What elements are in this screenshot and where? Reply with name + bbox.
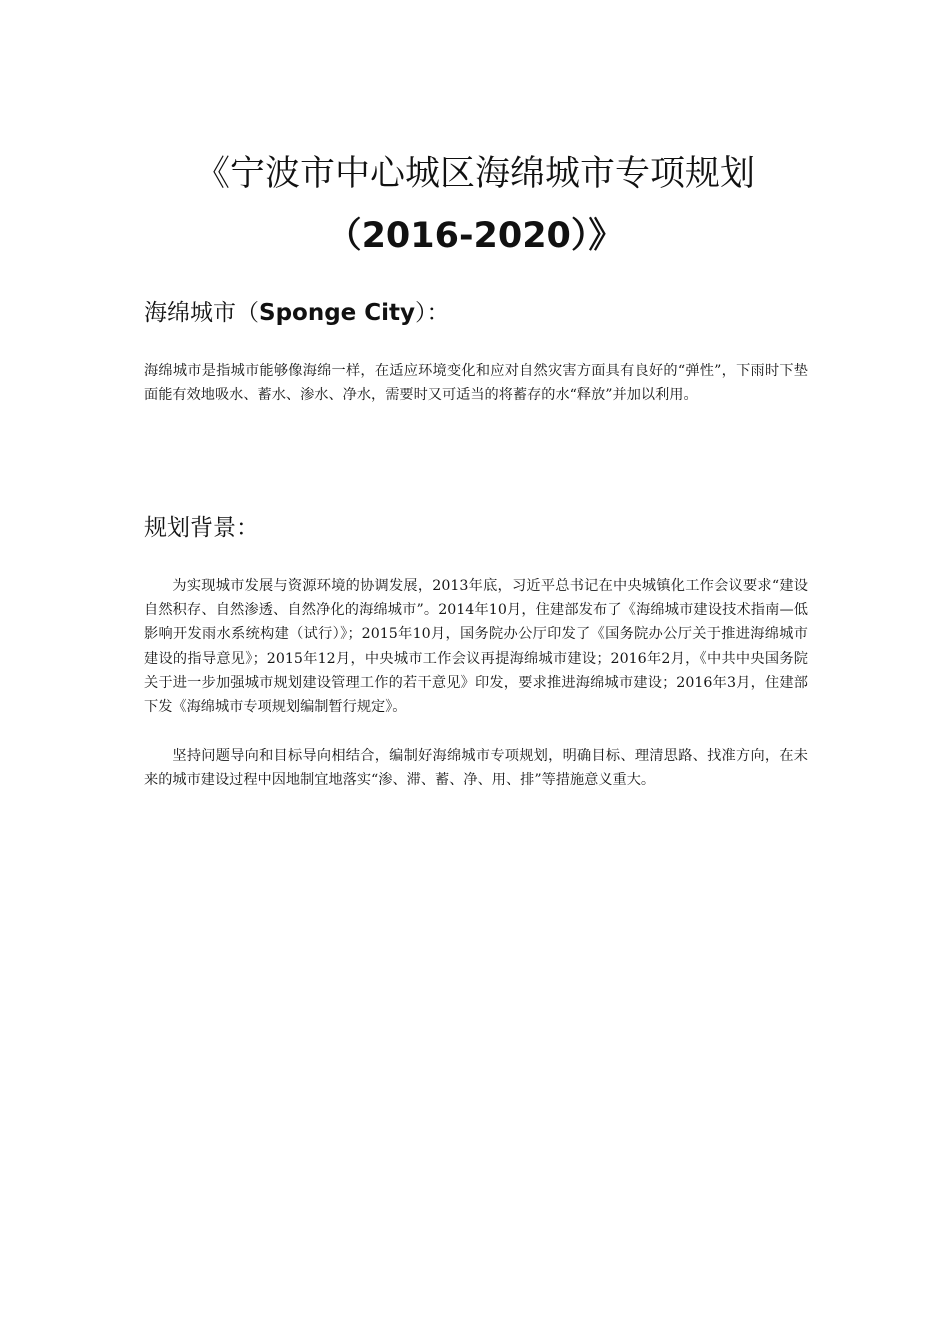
heading-english: Sponge City xyxy=(259,300,416,326)
background-paragraph-2: 坚持问题导向和目标导向相结合，编制好海绵城市专项规划，明确目标、理清思路、找准方向，在未来的城市建设过程中因地制宜地落实“渗、滞、蓄、净、用、排”等措施意义重大。 xyxy=(144,748,808,789)
section-heading-sponge-city xyxy=(144,298,450,328)
section-heading-background: 规划背景： xyxy=(144,515,259,541)
document-title-line-2: （2016-2020）》 xyxy=(326,216,624,256)
heading-prefix: 海绵城市（ xyxy=(144,300,259,326)
heading-suffix: ）： xyxy=(415,300,450,326)
sponge-city-definition-paragraph: 海绵城市是指城市能够像海绵一样，在适应环境变化和应对自然灾害方面具有良好的“弹性”，下雨时下垫面能有效地吸水、蓄水、渗水、净水，需要时又可适当的将蓄存的水“释放”并加以利用。 xyxy=(144,363,808,404)
document-title-line-1: 《宁波市中心城区海绵城市专项规划 xyxy=(194,154,755,194)
background-paragraph-1: 为实现城市发展与资源环境的协调发展，2013年底，习近平总书记在中央城镇化工作会议要求“建设自然积存、自然渗透、自然净化的海绵城市”。2014年10月，住建部发布了《海绵城市建设技术指南—低影响开发雨水系统构建（试行）》；2015年10月，国务院办公厅印发了《国务院办公厅关于推进海绵城市建设的指导意见》；2015年12月，中央城市工作会议再提海绵城市建设；2016年2月，《中共中央国务院关于进一步加强城市规划建设管理工作的若干意见》印发，要求推进海绵城市建设；2016年3月，住建部下发《海绵城市专项规划编制暂行规定》。 xyxy=(144,578,808,716)
